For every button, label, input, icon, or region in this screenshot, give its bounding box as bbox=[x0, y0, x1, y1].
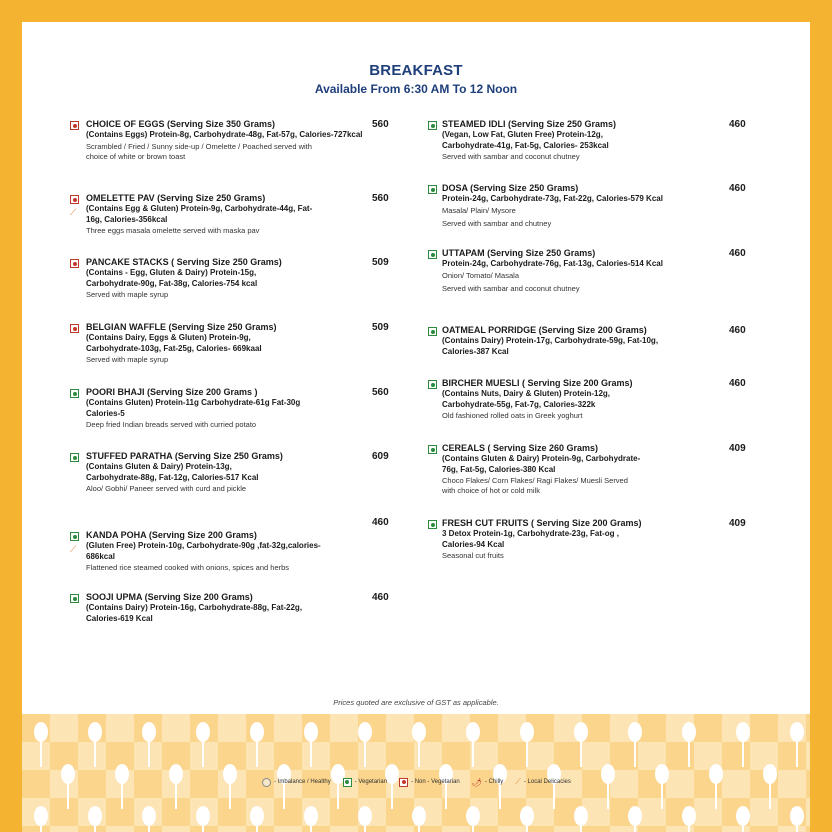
item-description: Three eggs masala omelette served with maska pav bbox=[86, 226, 260, 235]
item-description: Served with sambar and coconut chutney bbox=[442, 152, 580, 161]
menu-item bbox=[442, 119, 637, 162]
non-veg-indicator-icon bbox=[70, 195, 79, 204]
spoon-pattern-icon bbox=[61, 764, 75, 808]
spoon-pattern-icon bbox=[142, 806, 156, 832]
spoon-pattern-icon bbox=[358, 722, 372, 766]
spoon-pattern-icon bbox=[736, 722, 750, 766]
spoon-pattern-icon bbox=[34, 722, 48, 766]
item-nutrition: (Contains Dairy, Eggs & Gluten) Protein-9g, Carbohydrate-103g, Fat-25g, Calories- 669kaal bbox=[86, 333, 262, 353]
spoon-pattern-icon bbox=[628, 806, 642, 832]
item-price: 609 bbox=[372, 451, 389, 462]
veg-indicator-icon bbox=[343, 778, 352, 787]
spoon-pattern-icon bbox=[88, 722, 102, 766]
veg-indicator-icon bbox=[70, 594, 79, 603]
veg-indicator-icon bbox=[70, 389, 79, 398]
spoon-pattern-icon bbox=[574, 722, 588, 766]
item-description: Flattened rice steamed cooked with onions, spices and herbs bbox=[86, 563, 290, 572]
legend-local-label: - Local Delicacies bbox=[523, 779, 571, 785]
veg-indicator-icon bbox=[428, 520, 437, 529]
page-title: BREAKFAST bbox=[369, 62, 463, 79]
item-price: 460 bbox=[729, 325, 746, 336]
spoon-pattern-icon bbox=[250, 806, 264, 832]
item-name: PANCAKE STACKS ( Serving Size 250 Grams) bbox=[86, 257, 282, 267]
item-nutrition: (Contains Gluten) Protein-11g Carbohydrate-61g Fat-30g Calories-5 bbox=[86, 398, 301, 418]
spoon-pattern-icon bbox=[196, 722, 210, 766]
spoon-pattern-icon bbox=[88, 806, 102, 832]
local-delicacy-icon: ⟋ bbox=[70, 207, 77, 217]
item-nutrition: (Vegan, Low Fat, Gluten Free) Protein-12g, Carbohydrate-41g, Fat-5g, Calories- 253kcal bbox=[442, 130, 609, 150]
spoon-pattern-icon bbox=[763, 764, 777, 808]
spoon-pattern-icon bbox=[358, 806, 372, 832]
item-price: 460 bbox=[372, 517, 389, 528]
non-veg-indicator-icon bbox=[70, 121, 79, 130]
spoon-pattern-icon bbox=[736, 806, 750, 832]
item-price: 409 bbox=[729, 518, 746, 529]
item-nutrition: (Contains Dairy) Protein-17g, Carbohydrate-59g, Fat-10g, Calories-387 Kcal bbox=[442, 336, 659, 356]
item-nutrition: (Contains Gluten & Dairy) Protein-9g, Carbohydrate-76g, Fat-5g, Calories-380 Kcal bbox=[442, 454, 641, 474]
spoon-pattern-icon bbox=[601, 764, 615, 808]
spoon-pattern-icon bbox=[682, 806, 696, 832]
item-name: STEAMED IDLI (Serving Size 250 Grams) bbox=[442, 119, 617, 129]
item-description: Choco Flakes/ Corn Flakes/ Ragi Flakes/ Muesli Served with choice of hot or cold milk bbox=[442, 476, 628, 495]
item-nutrition: (Gluten Free) Protein-10g, Carbohydrate-90g ,fat-32g,calories-686kcal bbox=[86, 541, 321, 561]
legend-balance-label: - Imbalance / Healthy bbox=[274, 779, 331, 785]
item-name: CHOICE OF EGGS (Serving Size 350 Grams) bbox=[86, 119, 276, 129]
spoon-pattern-icon bbox=[412, 806, 426, 832]
spoon-pattern-icon bbox=[304, 806, 318, 832]
spoon-pattern-icon bbox=[115, 764, 129, 808]
item-description: Deep fried Indian breads served with curried potato bbox=[86, 420, 257, 429]
spoon-pattern-icon bbox=[196, 806, 210, 832]
local-delicacy-icon: ⟋ bbox=[70, 544, 77, 554]
menu-item bbox=[442, 183, 677, 229]
chilly-icon: 🌶 bbox=[471, 777, 482, 787]
spoon-pattern-icon bbox=[466, 806, 480, 832]
item-name: KANDA POHA (Serving Size 200 Grams) bbox=[86, 530, 257, 540]
item-description: Scrambled / Fried / Sunny side-up / Omelette / Poached served with choice of white or brown toast bbox=[86, 141, 312, 161]
item-description: Served with maple syrup bbox=[86, 355, 169, 364]
menu-item bbox=[86, 257, 301, 300]
item-nutrition: (Contains - Egg, Gluten & Dairy) Protein-15g, Carbohydrate-90g, Fat-38g, Calories-754 kcal bbox=[86, 268, 258, 288]
item-description: Old fashioned rolled oats in Greek yoghurt bbox=[442, 411, 583, 420]
menu-item bbox=[86, 592, 331, 624]
item-name: BELGIAN WAFFLE (Serving Size 250 Grams) bbox=[86, 322, 277, 332]
menu-item bbox=[442, 325, 667, 357]
item-nutrition: 3 Detox Protein-1g, Carbohydrate-23g, Fat-og , Calories-94 Kcal bbox=[442, 529, 619, 549]
item-price: 460 bbox=[729, 248, 746, 259]
spoon-pattern-icon bbox=[466, 722, 480, 766]
spoon-pattern-icon bbox=[520, 806, 534, 832]
item-price: 460 bbox=[729, 378, 746, 389]
local-delicacy-icon: ⟋ bbox=[515, 777, 521, 786]
item-description-extra: Served with sambar and coconut chutney bbox=[442, 283, 580, 293]
legend-nonveg-label: - Non - Vegetarian bbox=[411, 779, 460, 785]
item-nutrition: (Contains Nuts, Dairy & Gluten) Protein-12g, Carbohydrate-55g, Fat-7g, Calories-322k bbox=[442, 389, 611, 409]
item-price: 460 bbox=[729, 119, 746, 130]
item-price: 560 bbox=[372, 193, 389, 204]
item-name: OATMEAL PORRIDGE (Serving Size 200 Grams) bbox=[442, 325, 647, 335]
menu-item bbox=[86, 451, 286, 494]
item-nutrition: (Contains Egg & Gluten) Protein-9g, Carbohydrate-44g, Fat-16g, Calories-356kcal bbox=[86, 204, 313, 224]
spoon-pattern-icon bbox=[250, 722, 264, 766]
legend-veg-label: - Vegetarian bbox=[354, 779, 388, 785]
veg-indicator-icon bbox=[428, 327, 437, 336]
item-name: STUFFED PARATHA (Serving Size 250 Grams) bbox=[86, 451, 283, 461]
item-price: 509 bbox=[372, 322, 389, 333]
item-price: 560 bbox=[372, 387, 389, 398]
veg-indicator-icon bbox=[428, 185, 437, 194]
item-description: Onion/ Tomato/ Masala bbox=[442, 270, 519, 280]
veg-indicator-icon bbox=[428, 250, 437, 259]
item-price: 560 bbox=[372, 119, 389, 130]
spoon-pattern-icon bbox=[223, 764, 237, 808]
item-nutrition: Protein-24g, Carbohydrate-73g, Fat-22g, Calories-579 Kcal bbox=[442, 194, 663, 203]
veg-indicator-icon bbox=[428, 380, 437, 389]
spoon-pattern-icon bbox=[682, 722, 696, 766]
non-veg-indicator-icon bbox=[70, 324, 79, 333]
spoon-pattern-icon bbox=[142, 722, 156, 766]
item-nutrition: (Contains Eggs) Protein-8g, Carbohydrate-48g, Fat-57g, Calories-727kcal bbox=[86, 130, 363, 139]
item-name: CEREALS ( Serving Size 260 Grams) bbox=[442, 443, 599, 453]
item-nutrition: (Contains Dairy) Protein-16g, Carbohydrate-88g, Fat-22g, Calories-619 Kcal bbox=[86, 603, 303, 623]
item-name: FRESH CUT FRUITS ( Serving Size 200 Grams) bbox=[442, 518, 642, 528]
item-price: 409 bbox=[729, 443, 746, 454]
item-nutrition: (Contains Gluten & Dairy) Protein-13g, Carbohydrate-88g, Fat-12g, Calories-517 Kcal bbox=[86, 462, 259, 482]
item-name: BIRCHER MUESLI ( Serving Size 200 Grams) bbox=[442, 378, 633, 388]
veg-indicator-icon bbox=[428, 445, 437, 454]
menu-item bbox=[86, 530, 321, 573]
item-name: UTTAPAM (Serving Size 250 Grams) bbox=[442, 248, 596, 258]
veg-indicator-icon bbox=[70, 453, 79, 462]
spoon-pattern-icon bbox=[520, 722, 534, 766]
spoon-pattern-icon bbox=[655, 764, 669, 808]
spoon-pattern-icon bbox=[628, 722, 642, 766]
spoon-pattern-icon bbox=[412, 722, 426, 766]
spoon-pattern-icon bbox=[304, 722, 318, 766]
non-veg-indicator-icon bbox=[70, 259, 79, 268]
menu-item bbox=[86, 387, 311, 430]
veg-indicator-icon bbox=[70, 532, 79, 541]
item-price: 509 bbox=[372, 257, 389, 268]
item-description: Served with maple syrup bbox=[86, 290, 169, 299]
item-price: 460 bbox=[729, 183, 746, 194]
imbalance-healthy-icon bbox=[262, 778, 271, 787]
veg-indicator-icon bbox=[428, 121, 437, 130]
item-name: OMELETTE PAV (Serving Size 250 Grams) bbox=[86, 193, 266, 203]
item-description: Masala/ Plain/ Mysore bbox=[442, 205, 516, 215]
menu-item bbox=[442, 248, 667, 294]
item-description-extra: Served with sambar and chutney bbox=[442, 218, 552, 228]
item-description: Seasonal cut fruits bbox=[442, 551, 504, 560]
item-price: 460 bbox=[372, 592, 389, 603]
legend bbox=[262, 776, 571, 788]
spoon-pattern-icon bbox=[574, 806, 588, 832]
item-name: DOSA (Serving Size 250 Grams) bbox=[442, 183, 579, 193]
spoon-pattern-icon bbox=[709, 764, 723, 808]
menu-item bbox=[442, 443, 642, 496]
menu-item bbox=[86, 322, 301, 365]
menu-item bbox=[86, 119, 366, 162]
menu-item bbox=[86, 193, 326, 236]
spoon-pattern-icon bbox=[790, 722, 804, 766]
item-nutrition: Protein-24g, Carbohydrate-76g, Fat-13g, Calories-514 Kcal bbox=[442, 259, 663, 268]
legend-chilly-label: - Chilly bbox=[484, 779, 504, 785]
menu-item bbox=[442, 378, 642, 421]
item-name: POORI BHAJI (Serving Size 200 Grams ) bbox=[86, 387, 258, 397]
menu-item bbox=[442, 518, 652, 561]
page-subtitle: Available From 6:30 AM To 12 Noon bbox=[314, 82, 518, 96]
item-description: Aloo/ Gobhi/ Paneer served with curd and pickle bbox=[86, 484, 247, 493]
gst-footnote: Prices quoted are exclusive of GST as applicable. bbox=[333, 698, 499, 707]
spoon-pattern-icon bbox=[790, 806, 804, 832]
decorative-pattern bbox=[22, 714, 810, 832]
non-veg-indicator-icon bbox=[399, 778, 408, 787]
spoon-pattern-icon bbox=[169, 764, 183, 808]
item-name: SOOJI UPMA (Serving Size 200 Grams) bbox=[86, 592, 253, 602]
spoon-pattern-icon bbox=[34, 806, 48, 832]
